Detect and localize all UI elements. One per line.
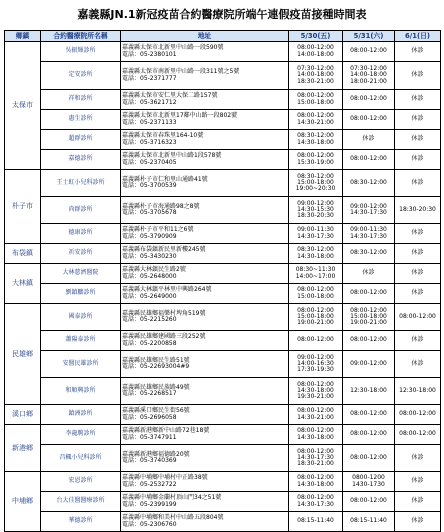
table-row — [5, 130, 441, 150]
hours-0530-line: 15:00-18:00 — [297, 98, 334, 106]
clinic-address — [121, 284, 289, 304]
clinic-address-line: 電話：05-2648000 — [122, 272, 177, 280]
clinic-address-line: 電話：05-2532722 — [122, 480, 177, 488]
hours-0531-line: 08:00-12:00 — [350, 95, 387, 103]
hours-0531 — [343, 62, 395, 90]
hours-0530 — [289, 264, 343, 284]
hours-0601-line: 休診 — [411, 135, 424, 143]
hours-0601-line: 12:30-18:00 — [399, 386, 436, 394]
clinic-address-line: 嘉義縣新港鄉福德路20號 — [122, 450, 190, 458]
clinic-address-line: 電話：05-3700539 — [122, 182, 177, 189]
hours-0530-line: 08:30-12:00 — [297, 132, 334, 140]
clinic-address-line: 電話：05-2380101 — [122, 50, 177, 58]
clinic-address-line: 電話：05-3705678 — [122, 209, 177, 216]
hours-0531 — [343, 512, 395, 532]
table-header-row — [5, 31, 441, 42]
hours-0531-line: 08:00-12:00 — [350, 115, 387, 123]
clinic-address — [121, 62, 289, 90]
hours-0531 — [343, 304, 395, 331]
hours-0530-line: 19:30-21:00 — [297, 393, 334, 401]
hours-0530-line: 08:00-12:00 — [297, 152, 334, 160]
hours-0530 — [289, 150, 343, 170]
hours-0531 — [343, 130, 395, 150]
clinic-address-line: 嘉義縣太保市安仁里大保二路157號 — [122, 92, 218, 100]
clinic-name: 定安診所 — [41, 62, 121, 90]
hours-0601-line: 08:00-12:00 — [399, 410, 436, 418]
hours-0531-line: 12:30-18:00 — [350, 386, 387, 394]
hours-0601 — [395, 90, 441, 110]
hours-0530-line: 08:30-12:00 — [297, 246, 334, 254]
hours-0530-line: 19:00~20:30 — [295, 185, 336, 193]
hours-0531-line: 08:00-12:00 — [350, 430, 387, 438]
clinic-name: 嘉德診所 — [41, 150, 121, 170]
hours-0531-line: 08:00-12:00 — [350, 336, 387, 344]
hours-0601 — [395, 150, 441, 170]
clinic-address — [121, 42, 289, 62]
hours-0530-line: 14:00-18:00 — [297, 71, 334, 79]
hours-0531 — [343, 110, 395, 130]
town-cell: 中埔鄉 — [5, 472, 41, 532]
clinic-address-line: 嘉義縣中埔鄉和美村中山路五段804號 — [122, 514, 224, 522]
hours-0531-line: 08:00-12:00 — [350, 306, 387, 314]
hours-0531 — [343, 472, 395, 492]
hours-0601 — [395, 130, 441, 150]
hours-0531 — [343, 405, 395, 425]
clinic-name: 大林慈濟醫院 — [41, 264, 121, 284]
hours-0530 — [289, 244, 343, 264]
hours-0530 — [289, 284, 343, 304]
clinic-address — [121, 405, 289, 425]
hours-0531-line: 15:00-18:00 — [350, 312, 387, 320]
hours-0601 — [395, 472, 441, 492]
hours-0601-line: 休診 — [411, 229, 424, 237]
hours-0601-line: 休診 — [411, 178, 424, 186]
hours-0601 — [395, 110, 441, 130]
clinic-address-line: 嘉義縣布袋鎮新民里新樓245號 — [122, 246, 206, 254]
hours-0530 — [289, 197, 343, 224]
clinic-address-line: 嘉義縣大林鎮平林里中興路264號 — [122, 286, 212, 294]
hours-0530-line: 09:00-12:00 — [297, 199, 334, 207]
hours-0530 — [289, 42, 343, 62]
hours-0531 — [343, 150, 395, 170]
clinic-address — [121, 425, 289, 445]
hours-0530 — [289, 62, 343, 90]
hours-0531 — [343, 244, 395, 264]
hours-0530 — [289, 331, 343, 351]
clinic-address — [121, 304, 289, 331]
hours-0530-line: 08:00-12:00 — [297, 474, 334, 482]
hours-0601-line: 休診 — [411, 249, 424, 257]
hours-0530 — [289, 472, 343, 492]
hours-0530-line: 08:15-11:40 — [297, 517, 334, 525]
hours-0601-line: 休診 — [411, 359, 424, 367]
clinic-address-line: 嘉義縣太保市南新里中山路一段311號之5號 — [122, 68, 240, 76]
clinic-address-line: 嘉義縣太保市北新里中山路一段590號 — [122, 44, 224, 52]
hours-0530 — [289, 445, 343, 472]
clinic-name: 昌楓小兒科診所 — [41, 445, 121, 472]
clinic-name: 宏恩診所 — [41, 472, 121, 492]
hours-0531-line: 08:30-12:00 — [350, 178, 387, 186]
hours-0530 — [289, 130, 343, 150]
hours-0530 — [289, 351, 343, 378]
hours-0530-line: 14:30-18:00 — [297, 386, 334, 394]
table-row — [5, 351, 441, 378]
hours-0530-line: 09:00-11:30 — [297, 226, 334, 234]
clinic-address-line: 嘉義縣朴子市海通路98之8號 — [122, 202, 200, 210]
hours-0530-line: 18:30-21:00 — [297, 77, 334, 85]
table-row — [5, 90, 441, 110]
town-cell: 新港鄉 — [5, 425, 41, 472]
town-cell: 民雄鄉 — [5, 304, 41, 405]
clinic-name: 超群診所 — [41, 130, 121, 150]
table-row — [5, 378, 441, 405]
clinic-address — [121, 244, 289, 264]
hours-0531-line: 08:00-12:00 — [350, 289, 387, 297]
clinic-address-line: 嘉義縣太保市北新里中山路1段578號 — [122, 152, 222, 160]
hours-0530-line: 14:30-18:00 — [297, 252, 334, 260]
clinic-address-line: 電話：05-3790909 — [122, 232, 177, 240]
hours-0530 — [289, 378, 343, 405]
hours-0601 — [395, 62, 441, 90]
clinic-address-line: 電話：05-2696058 — [122, 413, 177, 421]
hours-0530-line: 14:30-21:00 — [297, 413, 334, 421]
hours-0530 — [289, 90, 343, 110]
hours-0530-line: 08:00-12:00 — [297, 112, 334, 120]
hours-0530-line: 08:00-12:00 — [297, 427, 334, 435]
hours-0531 — [343, 445, 395, 472]
hours-0601 — [395, 331, 441, 351]
clinic-name: 德康診所 — [41, 224, 121, 244]
hours-0531-line: 09:00-12:00 — [350, 359, 387, 367]
table-row — [5, 170, 441, 197]
hours-0531-line: 19:00-21:00 — [350, 319, 387, 327]
hours-0531-line: 07:30-12:00 — [350, 65, 387, 73]
hours-0531-line: 1430-1730 — [352, 480, 385, 488]
table-row — [5, 264, 441, 284]
hours-0530-line: 14:30-17:30 — [297, 232, 334, 240]
table-row — [5, 405, 441, 425]
hours-0530-line: 14:30-18:00 — [297, 138, 334, 146]
clinic-name: 惠生診所 — [41, 110, 121, 130]
clinic-address — [121, 170, 289, 197]
hours-0601-line: 08:00-12:00 — [399, 312, 436, 320]
clinic-name: 尚群診所 — [41, 197, 121, 224]
clinic-address-line: 電話：05-3621712 — [122, 98, 177, 106]
hours-0530 — [289, 492, 343, 512]
hours-0531-line: 08:15-11:40 — [350, 517, 387, 525]
clinic-address-line: 嘉義縣中埔鄉金蘭村頂山門34之51號 — [122, 494, 222, 502]
header-day-0530: 5/30(五) — [289, 31, 343, 42]
table-row — [5, 445, 441, 472]
hours-0601-line: 休診 — [411, 71, 424, 79]
hours-0531 — [343, 378, 395, 405]
hours-0530-line: 19:00-21:00 — [297, 319, 334, 327]
clinic-address — [121, 150, 289, 170]
hours-0601-line: 休診 — [411, 517, 424, 525]
hours-0601-line: 休診 — [411, 95, 424, 103]
table-row — [5, 150, 441, 170]
clinic-name: 華德診所 — [41, 512, 121, 532]
hours-0530-line: 15:00-18:00 — [297, 292, 334, 300]
hours-0601 — [395, 351, 441, 378]
hours-0531 — [343, 492, 395, 512]
header-day-0601: 6/1(日) — [395, 31, 441, 42]
town-cell: 朴子市 — [5, 170, 41, 244]
hours-0531-line: 18:00-21:00 — [350, 77, 387, 85]
clinic-address — [121, 378, 289, 405]
schedule-table — [4, 30, 441, 532]
clinic-name: 和順興診所 — [41, 378, 121, 405]
clinic-address-line: 電話：05-3430230 — [122, 252, 177, 260]
clinic-name: 台大佳醫醫療診所 — [41, 492, 121, 512]
hours-0530-line: 14:00-18:00 — [297, 50, 334, 58]
hours-0601 — [395, 42, 441, 62]
hours-0530-line: 14:00~17:00 — [295, 272, 336, 280]
town-cell: 大林鎮 — [5, 264, 41, 304]
clinic-address-line: 嘉義縣民雄鄉福樂村埤角519號 — [122, 309, 206, 317]
hours-0530-line: 14:30-21:00 — [297, 118, 334, 126]
hours-0530 — [289, 170, 343, 197]
hours-0531 — [343, 197, 395, 224]
hours-0601 — [395, 224, 441, 244]
hours-0530-line: 14:30-17:30 — [297, 453, 334, 461]
clinic-address-line: 電話：05-22693004#9 — [122, 363, 190, 370]
hours-0530-line: 08:00-12:00 — [297, 447, 334, 455]
table-row — [5, 197, 441, 224]
hours-0531-line: 09:00-11:30 — [350, 226, 387, 234]
clinic-address — [121, 90, 289, 110]
hours-0601-line: 休診 — [411, 289, 424, 297]
hours-0530-line: 18:30-21:00 — [297, 460, 334, 468]
hours-0601-line: 08:00-12:00 — [399, 430, 436, 438]
clinic-address-line: 嘉義縣民雄鄉建國路三段252號 — [122, 333, 206, 341]
hours-0531-line: 08:00-12:00 — [350, 155, 387, 163]
table-row — [5, 304, 441, 331]
hours-0530 — [289, 405, 343, 425]
clinic-name: 國泰診所 — [41, 304, 121, 331]
clinic-address-line: 嘉義縣朴子市平和11之6號 — [122, 226, 194, 234]
hours-0530-line: 15:00-18:00 — [297, 178, 334, 186]
town-cell: 溪口鄉 — [5, 405, 41, 425]
hours-0531 — [343, 425, 395, 445]
hours-0531 — [343, 170, 395, 197]
clinic-address — [121, 224, 289, 244]
clinic-address-line: 電話：05-2371777 — [122, 74, 177, 82]
table-row — [5, 244, 441, 264]
clinic-address — [121, 445, 289, 472]
town-cell: 布袋鎮 — [5, 244, 41, 264]
header-address: 地址 — [121, 31, 289, 42]
hours-0530-line: 08:00-12:00 — [297, 494, 334, 502]
header-town: 鄉鎮 — [5, 31, 41, 42]
hours-0531-line: 休診 — [362, 135, 375, 143]
hours-0530-line: 08:00-12:00 — [297, 380, 334, 388]
hours-0530 — [289, 110, 343, 130]
hours-0531-line: 08:00-12:00 — [350, 47, 387, 55]
clinic-address-line: 嘉義縣中埔鄉中埔村中正路38號 — [122, 474, 208, 482]
clinic-name: 蕭陽泰診所 — [41, 331, 121, 351]
hours-0601-line: 18:30-20:30 — [399, 205, 436, 213]
hours-0530-line: 08:00-12:00 — [297, 336, 334, 344]
hours-0530 — [289, 304, 343, 331]
clinic-address-line: 電話：05-2215260 — [122, 316, 177, 323]
clinic-address-line: 嘉義縣太保市北新里17鄰中山路一段802號 — [122, 112, 238, 120]
hours-0531 — [343, 351, 395, 378]
table-row — [5, 224, 441, 244]
hours-0530-line: 09:00-12:00 — [297, 353, 334, 361]
table-row — [5, 512, 441, 532]
clinic-address-line: 電話：05-3740369 — [122, 457, 177, 464]
hours-0530 — [289, 425, 343, 445]
table-body — [5, 42, 441, 532]
clinic-name: 李龍駒診所 — [41, 425, 121, 445]
hours-0601 — [395, 264, 441, 284]
clinic-address — [121, 130, 289, 150]
table-row — [5, 62, 441, 90]
hours-0530-line: 08:00-12:00 — [297, 306, 334, 314]
clinic-name: 鎮洲診所 — [41, 405, 121, 425]
header-day-0531: 5/31(六) — [343, 31, 395, 42]
clinic-address-line: 電話：05-2649000 — [122, 292, 177, 300]
clinic-address-line: 嘉義縣民雄鄉民生路51號 — [122, 356, 190, 364]
hours-0531-line: 08:30-12:00 — [350, 249, 387, 257]
clinic-address — [121, 512, 289, 532]
hours-0601-line: 休診 — [411, 269, 424, 277]
town-cell: 太保市 — [5, 42, 41, 170]
hours-0531 — [343, 264, 395, 284]
clinic-address — [121, 472, 289, 492]
clinic-address-line: 電話：05-2371133 — [122, 118, 177, 126]
hours-0531 — [343, 284, 395, 304]
clinic-address-line: 嘉義縣朴子市仁和里山通路41號 — [122, 175, 208, 183]
hours-0530-line: 08:30-12:00 — [297, 172, 334, 180]
hours-0601-line: 休診 — [411, 336, 424, 344]
clinic-name: 吳振輝診所 — [41, 42, 121, 62]
hours-0601-line: 休診 — [411, 155, 424, 163]
table-row — [5, 331, 441, 351]
hours-0530-line: 17:30-19:30 — [297, 366, 334, 374]
clinic-address-line: 電話：05-2306760 — [122, 520, 177, 528]
clinic-address-line: 電話：05-2268517 — [122, 390, 177, 397]
hours-0531 — [343, 90, 395, 110]
clinic-address-line: 電話：05-2370405 — [122, 158, 177, 166]
clinic-name: 安醫民雄診所 — [41, 351, 121, 378]
clinic-address — [121, 197, 289, 224]
clinic-name: 王士虹小兒科診所 — [41, 170, 121, 197]
hours-0531 — [343, 331, 395, 351]
clinic-address-line: 嘉義縣民雄鄉民族路49號 — [122, 383, 190, 391]
hours-0531-line: 14:30-17:30 — [350, 232, 387, 240]
hours-0601 — [395, 170, 441, 197]
hours-0530-line: 15:30-19:00 — [297, 158, 334, 166]
hours-0531-line: 09:00-12:00 — [350, 202, 387, 210]
clinic-address-line: 電話：05-3716323 — [122, 138, 177, 146]
hours-0530-line: 08:00-12:00 — [297, 92, 334, 100]
hours-0531-line: 14:30-17:30 — [350, 209, 387, 216]
hours-0601 — [395, 244, 441, 264]
hours-0601-line: 休診 — [411, 477, 424, 485]
clinic-address-line: 嘉義縣新港鄉新中山路72巷18號 — [122, 427, 210, 435]
hours-0601-line: 休診 — [411, 47, 424, 55]
hours-0601 — [395, 512, 441, 532]
clinic-address — [121, 351, 289, 378]
hours-0530-line: 14:30-17:30 — [297, 500, 334, 508]
hours-0601-line: 休診 — [411, 453, 424, 461]
hours-0601-line: 休診 — [411, 115, 424, 123]
hours-0531-line: 08:00-12:00 — [350, 497, 387, 505]
hours-0601 — [395, 284, 441, 304]
hours-0531-line: 0800-1200 — [352, 474, 385, 482]
table-row — [5, 42, 441, 62]
hours-0601-line: 休診 — [411, 497, 424, 505]
hours-0531-line: 休診 — [362, 269, 375, 277]
hours-0530-line: 18:30-20:30 — [297, 212, 334, 220]
hours-0601 — [395, 378, 441, 405]
clinic-address-line: 電話：05-3747911 — [122, 433, 177, 441]
hours-0531-line: 08:00-12:00 — [350, 410, 387, 418]
clinic-address-line: 嘉義縣溪口鄉民生街56號 — [122, 407, 190, 415]
clinic-address-line: 電話：05-2399199 — [122, 500, 177, 508]
hours-0601 — [395, 445, 441, 472]
hours-0601 — [395, 304, 441, 331]
header-clinic: 合約醫療院所名稱 — [41, 31, 121, 42]
hours-0530-line: 15:00-18:00 — [297, 312, 334, 320]
hours-0530-line: 14:30-18:00 — [297, 433, 334, 441]
table-row — [5, 492, 441, 512]
table-row — [5, 284, 441, 304]
clinic-address-line: 嘉義縣太保市春珠里164-10號 — [122, 132, 204, 140]
table-row — [5, 472, 441, 492]
hours-0531-line: 08:00-12:00 — [350, 453, 387, 461]
hours-0530-line: 08:00-12:00 — [297, 286, 334, 294]
hours-0601 — [395, 492, 441, 512]
hours-0530 — [289, 512, 343, 532]
hours-0530 — [289, 224, 343, 244]
clinic-name: 祥和診所 — [41, 90, 121, 110]
hours-0530-line: 08:00-12:00 — [297, 407, 334, 415]
table-row — [5, 110, 441, 130]
table-row — [5, 425, 441, 445]
hours-0530-line: 14:30-15:30 — [297, 205, 334, 213]
clinic-name: 劉鎮鵬診所 — [41, 284, 121, 304]
hours-0601 — [395, 197, 441, 224]
hours-0530-line: 14:00-16:30 — [297, 359, 334, 367]
page-title: 嘉義縣JN.1新冠疫苗合約醫療院所端午連假疫苗接種時間表 — [77, 8, 367, 21]
hours-0601 — [395, 405, 441, 425]
hours-0530-line: 14:30-18:00 — [297, 480, 334, 488]
hours-0530-line: 07:30-12:00 — [297, 65, 334, 73]
clinic-name: 祈安診所 — [41, 244, 121, 264]
clinic-address — [121, 492, 289, 512]
hours-0531 — [343, 42, 395, 62]
hours-0530-line: 08:30~11:30 — [295, 266, 336, 274]
hours-0530-line: 08:00-12:00 — [297, 44, 334, 52]
hours-0601 — [395, 425, 441, 445]
hours-0531-line: 14:00-18:00 — [350, 71, 387, 79]
clinic-address — [121, 331, 289, 351]
hours-0531 — [343, 224, 395, 244]
clinic-address-line: 電話：05-2200858 — [122, 339, 177, 347]
clinic-address — [121, 264, 289, 284]
clinic-address — [121, 110, 289, 130]
clinic-address-line: 嘉義縣大林鎮民生路2號 — [122, 266, 186, 274]
